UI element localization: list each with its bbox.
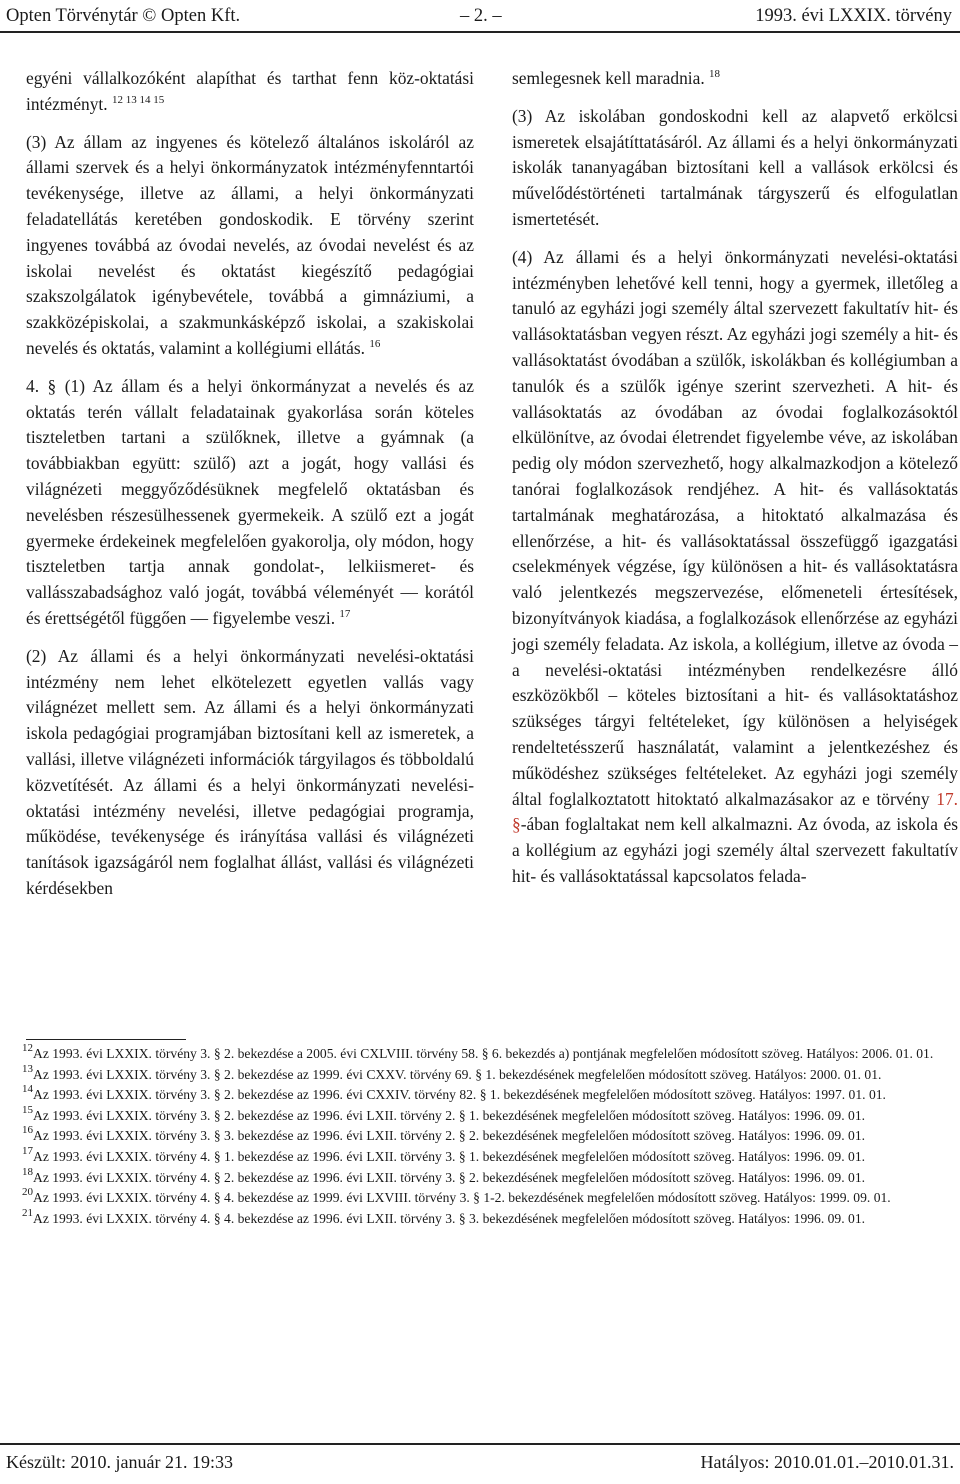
paragraph-text: (3) Az állam az ingyenes és kötelező általános iskoláról az állami szervek és a helyi önkormányzatok intézményfenntartói tevékenysége, illetve az állami, a helyi önkormányzati feladatellátás keretében gondoskodik. E törvény szerint ingyenes továbbá az óvodai nevelés, az óvodai nevelést és az iskolai nevelést és oktatást kiegészítő pedagógiai szakszolgálatok igénybevétele, továbbá a gimnáziumi, a szakközépiskolai, a szakmunkásképző iskolai, a szakiskolai nevelés és oktatás, valamint a kollégiumi ellátás. [26, 131, 474, 358]
header-law-title: 1993. évi LXXIX. törvény [755, 6, 952, 26]
header-divider [0, 31, 960, 33]
footnote-number: 18 [22, 1165, 33, 1178]
footnote-number: 13 [22, 1062, 33, 1075]
footnote-text: Az 1993. évi LXXIX. törvény 3. § 2. bekezdése az 1996. évi CXXIV. törvény 82. § 1. bekezdésének megfelelően módosított szöveg. Hatályos: 1997. 01. 01. [33, 1087, 886, 1103]
paragraph-text: -ában foglaltakat nem kell alkalmazni. Az óvoda, az iskola és a kollégium az egyházi jogi személy által szervezett fakultatív hit- és vallásoktatással kapcsolatos felada- [512, 814, 958, 886]
header-page-number: – 2. – [460, 6, 502, 26]
paragraph-text: (4) Az állami és a helyi önkormányzati nevelési-oktatási intézményben lehetővé kell tenni, hogy a gyermek, illetőleg a tanuló az egyházi jogi személy által szervezett fakultatív hit- és vallásoktatásban vegyen részt. Az egyházi jogi személy a hit- és vallásoktatást óvodában a szülők, iskolákban és kollégiumban a tanulók és a szülők igénye szerint szervezheti. A hit- és vallásoktatás az óvodában az óvodai foglalkozásoktól elkülönítve, az óvodai életrendet figyelembe véve, az iskolában pedig oly módon szervezhető, hogy alkalmazkodjon a kötelező tanórai foglalkozások rendjéhez. A hit- és vallásoktatás tartalmának meghatározása, a hitoktató alkalmazása és ellenőrzése, a hit- és vallásoktatással összefüggő igazgatási cselekmények végzése, így különösen a hit- és vallásoktatásra való jelentkezés megszervezése, előmeneteli értesítések, bizonyítványok kiadása, a foglalkozások ellenőrzése az egyházi jogi személy feladata. Az iskola, a kollégium, illetve az óvoda – a nevelési-oktatási intézményben rendelkezésre álló eszközökből – köteles biztosítani a hit- és vallásoktatáshoz szükséges tárgyi feltételeket, így különösen a helyiségek rendeltetésszerű használatát, valamint a jelentkezéshez és működéshez szükséges feltételeket. Az egyházi jogi személy által foglalkoztatott hitoktató alkalmazásakor az e törvény [512, 246, 958, 809]
paragraph-text: egyéni vállalkozóként alapíthat és tarthat fenn köz-oktatási intézményt. [26, 68, 474, 114]
footnote-text: Az 1993. évi LXXIX. törvény 4. § 4. bekezdése az 1999. évi LXVIII. törvény 3. § 1-2. bekezdésének megfelelően módosított szöveg. Hatályos: 1999. 09. 01. [33, 1190, 891, 1206]
footnotes [6, 1044, 956, 1229]
footnote-number: 16 [22, 1124, 33, 1137]
footnote-item [6, 1144, 956, 1168]
footnote-text: Az 1993. évi LXXIX. törvény 4. § 4. bekezdése az 1996. évi LXII. törvény 3. § 3. bekezdésének megfelelően módosított szöveg. Hatályos: 1996. 09. 01. [33, 1210, 866, 1226]
footnote-text: Az 1993. évi LXXIX. törvény 4. § 2. bekezdése az 1996. évi LXII. törvény 3. § 2. bekezdésének megfelelően módosított szöveg. Hatályos: 1996. 09. 01. [33, 1169, 866, 1185]
paragraph-4-4 [512, 245, 958, 890]
page-header [0, 0, 960, 30]
footnote-number: 15 [22, 1103, 33, 1116]
paragraph-text: 4. § (1) Az állam és a helyi önkormányzat a nevelés és az oktatás terén vállalt feladatainak gyakorlása során köteles tiszteletben tartani a szülőknek, illetve a gyámnak (a továbbiakban együtt: szülő) azt a jogát, hogy vallási és világnézeti meggyőződésüknek megfelelő oktatásban és nevelésben részesülhessenek gyermekeik. A szülő ezt a jogát gyermeke érdekeinek megfelelően gyakorolja, oly módon, hogy tiszteletben tartja annak gondolat-, lelkiismeret- és vallásszabadsághoz való jogát, továbbá véleményét — korától és érettségétől függően — figyelembe veszi. [26, 375, 474, 628]
left-column [26, 66, 474, 902]
footnote-number: 20 [22, 1186, 33, 1199]
section-link[interactable]: 17. § [512, 788, 958, 835]
footer-created: Készült: 2010. január 21. 19:33 [6, 1452, 233, 1472]
footnote-text: Az 1993. évi LXXIX. törvény 3. § 2. bekezdése az 1996. évi LXII. törvény 2. § 1. bekezdésének megfelelően módosított szöveg. Hatályos: 1996. 09. 01. [33, 1107, 866, 1123]
footnote-ref[interactable]: 18 [709, 68, 721, 80]
footnote-ref[interactable]: 17 [339, 607, 351, 620]
footnote-ref[interactable]: 16 [369, 337, 381, 350]
paragraph-4-3 [512, 104, 958, 233]
paragraph-text: (2) Az állami és a helyi önkormányzati nevelési-oktatási intézmény nem lehet elkötelezett egyetlen vallás vagy világnézet mellett sem. Az állami és a helyi önkormányzati iskola pedagógiai programjában biztosítani kell az ismeretek, a vallási, illetve világnézeti információk tárgyilagos és többoldalú közvetítését. Az állami és a helyi önkormányzati nevelési-oktatási intézmény nevelési, illetve pedagógiai programja, működése, tevékenysége és irányítása vallási és világnézeti tanítások igazságáról nem foglalhat állást, vallási és világnézeti kérdésekben [26, 645, 474, 898]
footer-effective: Hatályos: 2010.01.01.–2010.01.31. [700, 1452, 954, 1472]
footnote-ref-group[interactable]: 12 13 14 15 [111, 93, 165, 106]
paragraph-4-2 [26, 644, 474, 902]
footnote-number: 21 [22, 1206, 33, 1219]
header-publisher: Opten Törvénytár © Opten Kft. [6, 6, 241, 26]
footnote-text: Az 1993. évi LXXIX. törvény 3. § 2. bekezdése az 1999. évi CXXV. törvény 69. § 1. bekezdésének megfelelően módosított szöveg. Hatályos: 2000. 01. 01. [33, 1066, 882, 1082]
footnote-item [6, 1206, 956, 1230]
footnote-item [6, 1188, 956, 1209]
footnote-item [6, 1103, 956, 1127]
footnote-text: Az 1993. évi LXXIX. törvény 4. § 1. bekezdése az 1996. évi LXII. törvény 3. § 1. bekezdésének megfelelően módosított szöveg. Hatályos: 1996. 09. 01. [33, 1148, 866, 1164]
paragraph-4-1 [26, 374, 474, 632]
paragraph-3-3 [26, 130, 474, 362]
right-column [512, 66, 958, 890]
footer-divider [0, 1443, 960, 1445]
footnote-divider [26, 1039, 186, 1040]
footnote-item [6, 1165, 956, 1189]
paragraph-text: semlegesnek kell maradnia. [512, 68, 705, 88]
footnote-item [6, 1085, 956, 1106]
footnote-item [6, 1062, 956, 1086]
paragraph-continuation [512, 66, 958, 92]
footnote-number: 17 [22, 1144, 33, 1157]
footnote-number: 14 [22, 1083, 33, 1096]
paragraph-text: (3) Az iskolában gondoskodni kell az alapvető erkölcsi ismeretek elsajátíttatásáról. Az állami és a helyi önkormányzati iskolák tananyagában biztosítani kell a vallások erkölcsi és művelődéstörténeti tartalmának tárgyszerű és elfogulatlan ismertetését. [512, 105, 958, 229]
footnote-text: Az 1993. évi LXXIX. törvény 3. § 3. bekezdése az 1996. évi LXII. törvény 2. § 2. bekezdésének megfelelően módosított szöveg. Hatályos: 1996. 09. 01. [33, 1128, 866, 1144]
footnote-item [6, 1044, 956, 1065]
paragraph-continuation [26, 66, 474, 118]
footnote-item [6, 1126, 956, 1147]
footnote-text: Az 1993. évi LXXIX. törvény 3. § 2. bekezdése a 2005. évi CXLVIII. törvény 58. § 6. bekezdés a) pontjának megfelelően módosított szöveg. Hatályos: 2006. 01. 01. [33, 1046, 934, 1061]
footnote-number: 12 [22, 1042, 33, 1054]
